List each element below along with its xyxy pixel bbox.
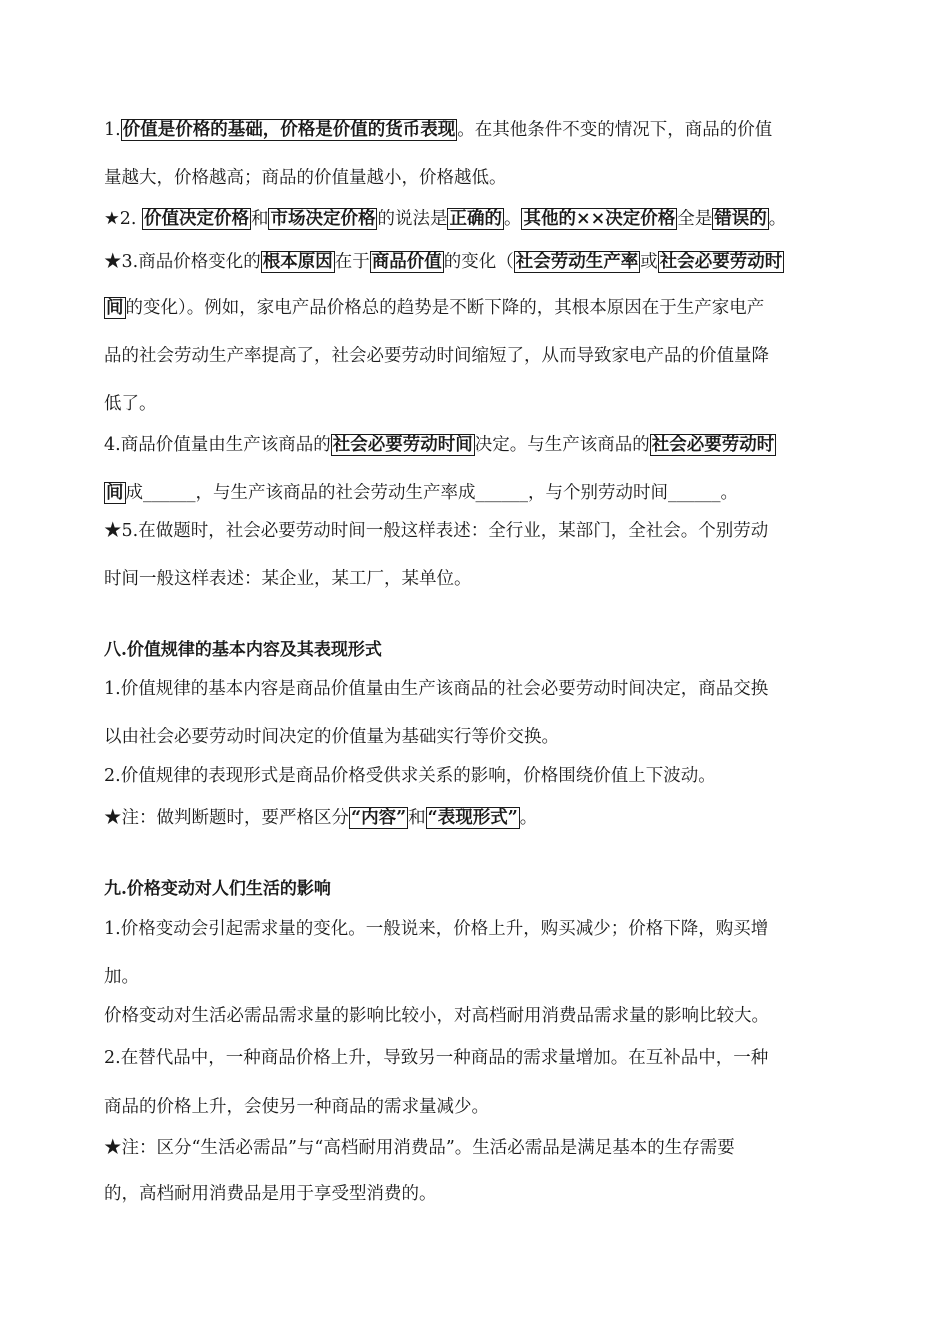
text-line	[104, 806, 844, 830]
text-run: 时间一般这样表述：某企业，某工厂，某单位。	[104, 569, 472, 589]
boxed-keyword: 社会劳动生产率	[515, 252, 639, 272]
text-line	[104, 207, 844, 231]
text-run: 和	[408, 808, 426, 828]
text-run: 量越大，价格越高；商品的价值量越小，价格越低。	[104, 168, 507, 188]
text-line	[104, 118, 844, 142]
text-run: 以由社会必要劳动时间决定的价值量为基础实行等价交换。	[104, 727, 559, 747]
text-run: 的说法是	[377, 209, 448, 229]
text-run: 1.价值规律的基本内容是商品价值量由生产该商品的社会必要劳动时间决定，商品交换	[104, 679, 769, 699]
text-run: 加。	[104, 967, 139, 987]
text-line	[104, 677, 844, 701]
text-line	[104, 764, 844, 788]
text-run: 1.	[104, 120, 121, 140]
text-line	[104, 877, 844, 901]
text-line	[104, 1004, 844, 1028]
text-line	[104, 638, 844, 662]
text-line	[104, 1136, 844, 1160]
text-run: ★注：区分“生活必需品”与“高档耐用消费品”。生活必需品是满足基本的生存需要	[104, 1138, 735, 1158]
text-run: 的变化）。例如，家电产品价格总的趋势是不断下降的，其根本原因在于生产家电产	[125, 298, 765, 318]
boxed-keyword: 其他的××决定价格	[523, 209, 676, 229]
text-run: 决定。与生产该商品的	[474, 435, 650, 455]
text-run: 4.商品价值量由生产该商品的	[104, 435, 331, 455]
text-run: 。	[519, 808, 538, 828]
text-run: 成______，与生产该商品的社会劳动生产率成______，与个别劳动时间______。	[125, 483, 738, 503]
text-line	[104, 166, 844, 190]
text-line	[104, 392, 844, 416]
boxed-keyword: 价值决定价格	[143, 209, 249, 229]
text-run: 1.价格变动会引起需求量的变化。一般说来，价格上升，购买减少；价格下降，购买增	[104, 919, 769, 939]
boxed-keyword: 错误的	[714, 209, 767, 229]
text-line	[104, 965, 844, 989]
text-run: 。	[503, 209, 522, 229]
text-run: 的变化（	[443, 252, 514, 272]
boxed-keyword: “表现形式”	[427, 808, 518, 828]
text-run: 2.在替代品中，一种商品价格上升，导致另一种商品的需求量增加。在互补品中，一种	[104, 1048, 769, 1068]
boxed-keyword: 正确的	[449, 209, 502, 229]
text-line	[104, 1095, 844, 1119]
text-run: 全是	[677, 209, 713, 229]
text-run: 和	[250, 209, 269, 229]
boxed-keyword: “内容”	[351, 808, 407, 828]
text-run: 品的社会劳动生产率提高了，社会必要劳动时间缩短了，从而导致家电产品的价值量降	[104, 346, 769, 366]
text-line	[104, 567, 844, 591]
text-run: ★5.在做题时，社会必要劳动时间一般这样表述：全行业，某部门，全社会。个别劳动	[104, 521, 769, 541]
text-run: ★2.	[104, 209, 142, 229]
text-run: 的，高档耐用消费品是用于享受型消费的。	[104, 1184, 437, 1204]
text-run: 或	[640, 252, 658, 272]
text-run: 在于	[334, 252, 370, 272]
text-line	[104, 1046, 844, 1070]
text-line	[104, 917, 844, 941]
boxed-keyword: 商品价值	[371, 252, 442, 272]
text-line	[104, 481, 844, 505]
boxed-keyword: 间	[106, 483, 124, 503]
text-line	[104, 519, 844, 543]
text-run: 。在其他条件不变的情况下，商品的价值	[457, 120, 773, 140]
boxed-keyword: 间	[106, 298, 124, 318]
text-line	[104, 1182, 844, 1206]
section-heading: 八.价值规律的基本内容及其表现形式	[104, 640, 382, 660]
boxed-keyword: 社会必要劳动时间	[332, 435, 473, 455]
text-run: 价格变动对生活必需品需求量的影响比较小，对高档耐用消费品需求量的影响比较大。	[104, 1006, 769, 1026]
text-line	[104, 725, 844, 749]
text-line	[104, 344, 844, 368]
boxed-keyword: 社会必要劳动时	[651, 435, 775, 455]
boxed-keyword: 价值是价格的基础，价格是价值的货币表现	[122, 120, 456, 140]
text-line	[104, 433, 844, 457]
text-run: 2.价值规律的表现形式是商品价格受供求关系的影响，价格围绕价值上下波动。	[104, 766, 716, 786]
text-run: 商品的价格上升，会使另一种商品的需求量减少。	[104, 1097, 489, 1117]
text-run: 。	[768, 209, 787, 229]
text-run: ★注：做判断题时，要严格区分	[104, 808, 349, 828]
text-run: 低了。	[104, 394, 157, 414]
text-line	[104, 296, 844, 320]
boxed-keyword: 社会必要劳动时	[659, 252, 783, 272]
text-run: ★3.商品价格变化的	[104, 252, 261, 272]
text-line	[104, 250, 844, 274]
boxed-keyword: 根本原因	[262, 252, 333, 272]
section-heading: 九.价格变动对人们生活的影响	[104, 879, 331, 899]
boxed-keyword: 市场决定价格	[270, 209, 376, 229]
